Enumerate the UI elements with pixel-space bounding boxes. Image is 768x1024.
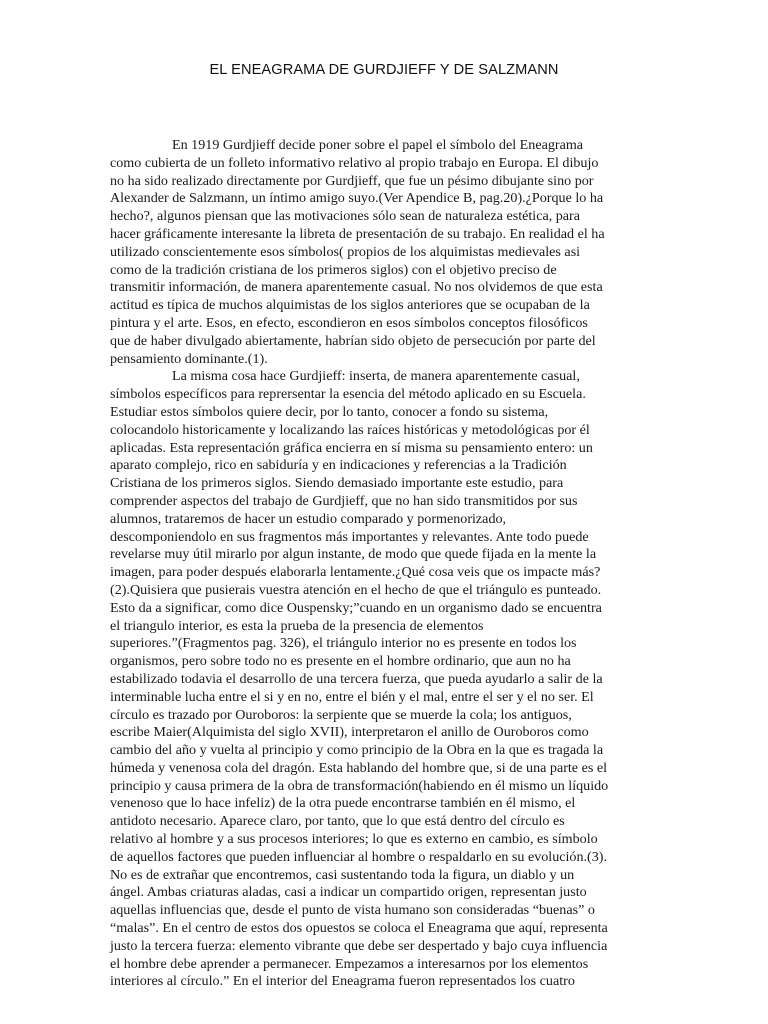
- text-line: Esto da a significar, como dice Ouspensky;”cuando en un organismo dado se encuentra: [110, 599, 602, 616]
- text-line: el hombre debe aprender a permanecer. Empezamos a interesarnos por los elementos: [110, 955, 589, 972]
- text-line: venenoso que lo hace infeliz) de la otra puede encontrarse también en él mismo, el: [110, 795, 576, 812]
- text-line: “malas”. En el centro de estos dos opuestos se coloca el Eneagrama que aquí, representa: [110, 920, 608, 937]
- text-line: aquellas influencias que, desde el punto de vista humano son consideradas “buenas” o: [110, 902, 595, 919]
- document-title: EL ENEAGRAMA DE GURDJIEFF Y DE SALZMANN: [209, 62, 559, 78]
- text-line: imagen, para poder después elaborarla lentamente.¿Qué cosa veis que os impacte más?: [110, 564, 601, 581]
- document-body: [110, 137, 670, 991]
- text-line: pintura y el arte. Esos, en efecto, escondieron en esos símbolos conceptos filosóficos: [110, 314, 588, 331]
- text-line: descomponiendolo en sus fragmentos más importantes y relevantes. Ante todo puede: [110, 528, 589, 545]
- text-line: ángel. Ambas criaturas aladas, casi a indicar un compartido origen, representan justo: [110, 884, 587, 901]
- text-line: no ha sido realizado directamente por Gurdjieff, que fue un pésimo dibujante sino por: [110, 172, 594, 189]
- text-line: símbolos específicos para reprersentar la esencia del método aplicado en su Escuela.: [110, 386, 586, 403]
- text-line: relativo al hombre y a sus procesos interiores; lo que es externo en cambio, es símbolo: [110, 831, 598, 848]
- text-line: Alexander de Salzmann, un íntimo amigo suyo.(Ver Apendice B, pag.20).¿Porque lo ha: [110, 190, 604, 207]
- text-line: superiores.”(Fragmentos pag. 326), el triángulo interior no es presente en todos los: [110, 635, 577, 652]
- text-line: interiores al círculo.” En el interior del Eneagrama fueron representados los cuatro: [110, 973, 575, 990]
- text-line: que de haber divulgado abiertamente, habrían sido objeto de persecución por parte del: [110, 332, 596, 349]
- text-line: como de la tradición cristiana de los primeros siglos) con el objetivo preciso de: [110, 261, 557, 278]
- text-line: revelarse muy útil mirarlo por algun instante, de modo que quede fijada en la mente la: [110, 546, 597, 563]
- text-line: En 1919 Gurdjieff decide poner sobre el papel el símbolo del Eneagrama: [172, 137, 584, 153]
- text-line: antidoto necesario. Aparece claro, por tanto, que lo que está dentro del círculo es: [110, 813, 565, 830]
- text-line: escribe Maier(Alquimista del siglo XVII), interpretaron el anillo de Ouroboros como: [110, 724, 589, 741]
- text-line: aplicadas. Esta representación gráfica encierra en sí misma su pensamiento entero: un: [110, 439, 593, 456]
- text-line: comprender aspectos del trabajo de Gurdjieff, que no han sido transmitidos por sus: [110, 492, 578, 509]
- text-line: círculo es trazado por Ouroboros: la serpiente que se muerde la cola; los antiguos,: [110, 706, 572, 723]
- text-line: transmitir información, de manera aparentemente casual. No nos olvidemos de que esta: [110, 279, 603, 296]
- text-line: Estudiar estos símbolos quiere decir, por lo tanto, conocer a fondo su sistema,: [110, 403, 549, 420]
- text-line: colocandolo historicamente y localizando las raíces históricas y metodológicas por él: [110, 421, 590, 438]
- text-line: interminable lucha entre el si y en no, entre el bién y el mal, entre el ser y el no ser. El: [110, 688, 594, 705]
- text-line: (2).Quisiera que pusierais vuestra atención en el hecho de que el triángulo es punteado.: [110, 581, 602, 598]
- text-line: principio y causa primera de la obra de transformación(habiendo en él mismo un líquido: [110, 777, 609, 794]
- text-line: húmeda y venenosa cola del dragón. Esta hablando del hombre que, si de una parte es el: [110, 759, 608, 776]
- text-line: pensamiento dominante.(1).: [110, 350, 268, 367]
- text-line: cambio del año y vuelta al principio y como principio de la Obra en la que es tragada la: [110, 742, 604, 759]
- text-line: organismos, pero sobre todo no es presente en el hombre ordinario, que aun no ha: [110, 653, 571, 670]
- text-line: No es de extrañar que encontremos, casi sustentando toda la figura, un diablo y un: [110, 866, 575, 883]
- text-line: como cubierta de un folleto informativo relativo al propio trabajo en Europa. El dibujo: [110, 154, 599, 171]
- text-line: estabilizado todavia el desarrollo de una tercera fuerza, que pueda ayudarlo a salir de la: [110, 670, 603, 687]
- text-line: La misma cosa hace Gurdjieff: inserta, de manera aparentemente casual,: [172, 368, 580, 385]
- text-line: hecho?, algunos piensan que las motivaciones sólo sean de naturaleza estética, para: [110, 208, 581, 225]
- text-line: Cristiana de los primeros siglos. Siendo demasiado importante este estudio, para: [110, 475, 564, 492]
- text-line: actitud es típica de muchos alquimistas de los siglos anteriores que se ocupaban de la: [110, 297, 590, 314]
- text-line: justo la tercera fuerza: elemento vibrante que debe ser despertado y bajo cuya influencia: [110, 937, 608, 954]
- text-line: de aquellos factores que pueden influenciar al hombre o respaldarlo en su evolución.(3).: [110, 848, 608, 865]
- text-line: utilizado conscientemente esos símbolos( propios de los alquimistas medievales asi: [110, 243, 581, 260]
- text-line: aparato complejo, rico en sabiduría y en indicaciones y referencias a la Tradición: [110, 457, 567, 474]
- text-line: hacer gráficamente interesante la libreta de presentación de su trabajo. En realidad el ha: [110, 225, 605, 242]
- text-line: alumnos, trataremos de hacer un estudio comparado y pormenorizado,: [110, 510, 507, 527]
- text-line: el triangulo interior, es esta la prueba de la presencia de elementos: [110, 617, 484, 634]
